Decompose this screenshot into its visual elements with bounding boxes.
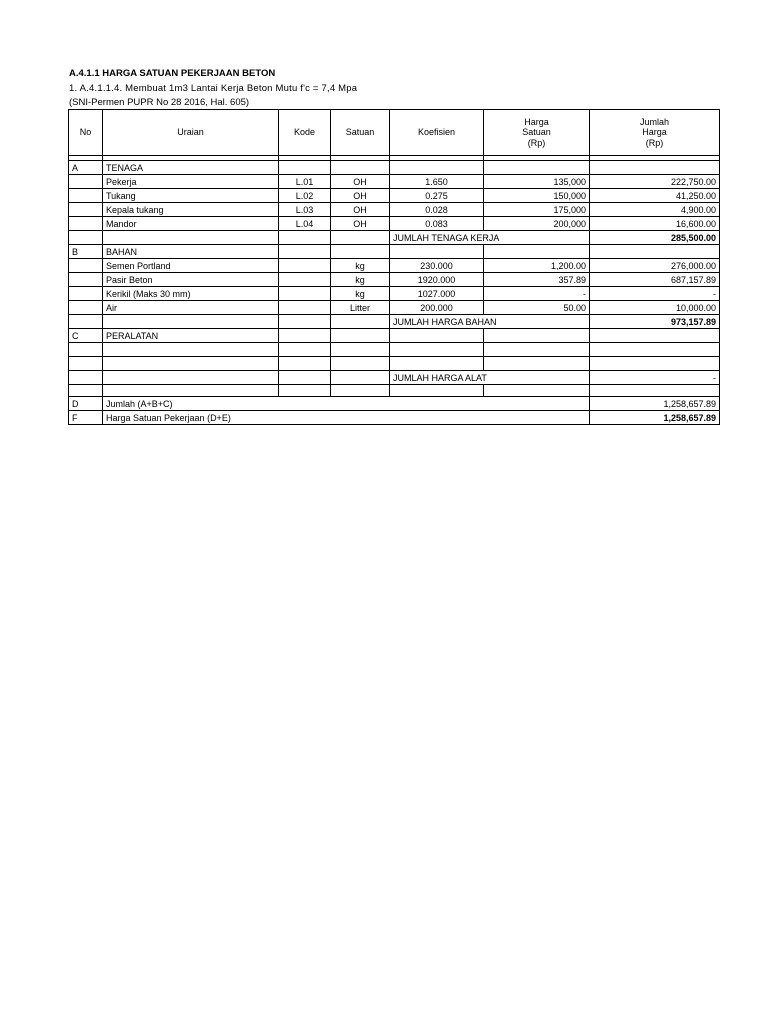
item-subtitle: 1. A.4.1.1.4. Membuat 1m3 Lantai Kerja Beton Mutu f'c = 7,4 Mpa (69, 83, 358, 94)
kode-cell: L.01 (279, 175, 331, 189)
koefisien-cell: 1027.000 (390, 287, 484, 301)
kode-cell (279, 273, 331, 287)
harga-line-3: (Rp) (527, 137, 546, 148)
satuan-cell: OH (331, 175, 390, 189)
section-row-bahan (69, 245, 720, 259)
subtotal-value: 973,157.89 (590, 315, 720, 329)
satuan-cell: Litter (331, 301, 390, 315)
uraian-cell: Kerikil (Maks 30 mm) (103, 287, 279, 301)
jumlah-cell: 41,250.00 (590, 189, 720, 203)
section-row-tenaga (69, 161, 720, 175)
harga-line-2: Satuan (522, 127, 551, 138)
jumlah-cell: 4,900.00 (590, 203, 720, 217)
satuan-cell: kg (331, 273, 390, 287)
total-row-d (69, 397, 720, 411)
subtotal-row-peralatan (69, 371, 720, 385)
harga-cell: 135,000 (484, 175, 590, 189)
section-label: BAHAN (103, 245, 279, 259)
table-row (69, 217, 720, 231)
table-header-row (69, 110, 720, 156)
uraian-cell: Pasir Beton (103, 273, 279, 287)
col-header-koefisien: Koefisien (390, 110, 484, 156)
empty-row (69, 357, 720, 371)
kode-cell: L.04 (279, 217, 331, 231)
section-row-peralatan (69, 329, 720, 343)
empty-row (69, 385, 720, 397)
table-row (69, 189, 720, 203)
koefisien-cell: 1920.000 (390, 273, 484, 287)
harga-cell: 150,000 (484, 189, 590, 203)
uraian-cell: Tukang (103, 189, 279, 203)
satuan-cell: OH (331, 217, 390, 231)
price-analysis-table (68, 109, 720, 425)
harga-cell: 1,200.00 (484, 259, 590, 273)
total-label: Harga Satuan Pekerjaan (D+E) (103, 411, 590, 425)
uraian-cell: Semen Portland (103, 259, 279, 273)
satuan-cell: OH (331, 203, 390, 217)
col-header-no: No (69, 110, 103, 156)
table-row (69, 273, 720, 287)
subtotal-label: JUMLAH TENAGA KERJA (390, 231, 590, 245)
satuan-cell: kg (331, 259, 390, 273)
col-header-satuan: Satuan (331, 110, 390, 156)
jumlah-cell: 687,157.89 (590, 273, 720, 287)
row-code: F (69, 411, 103, 425)
table-row (69, 175, 720, 189)
section-label: TENAGA (103, 161, 279, 175)
section-title: A.4.1.1 HARGA SATUAN PEKERJAAN BETON (69, 68, 276, 79)
jumlah-cell: 276,000.00 (590, 259, 720, 273)
jumlah-cell: 10,000.00 (590, 301, 720, 315)
subtotal-row-tenaga (69, 231, 720, 245)
kode-cell (279, 259, 331, 273)
col-header-uraian: Uraian (103, 110, 279, 156)
harga-line-1: Harga (524, 116, 549, 127)
jumlah-line-2: Harga (642, 127, 667, 138)
koefisien-cell: 0.028 (390, 203, 484, 217)
koefisien-cell: 1.650 (390, 175, 484, 189)
total-label: Jumlah (A+B+C) (103, 397, 590, 411)
jumlah-cell: 222,750.00 (590, 175, 720, 189)
row-code: D (69, 397, 103, 411)
satuan-cell: kg (331, 287, 390, 301)
section-code: C (69, 329, 103, 343)
table-row (69, 259, 720, 273)
total-row-f (69, 411, 720, 425)
col-header-harga-satuan (484, 110, 590, 156)
harga-cell: 175,000 (484, 203, 590, 217)
satuan-cell: OH (331, 189, 390, 203)
uraian-cell: Mandor (103, 217, 279, 231)
subtotal-label: JUMLAH HARGA ALAT (390, 371, 590, 385)
jumlah-line-1: Jumlah (639, 116, 669, 127)
table-row (69, 287, 720, 301)
subtotal-value: 285,500.00 (590, 231, 720, 245)
col-header-kode: Kode (279, 110, 331, 156)
koefisien-cell: 0.083 (390, 217, 484, 231)
section-label: PERALATAN (103, 329, 279, 343)
kode-cell (279, 301, 331, 315)
total-value: 1,258,657.89 (590, 397, 720, 411)
jumlah-cell: 16,600.00 (590, 217, 720, 231)
subtotal-row-bahan (69, 315, 720, 329)
total-value: 1,258,657.89 (590, 411, 720, 425)
harga-cell: - (484, 287, 590, 301)
subtotal-label: JUMLAH HARGA BAHAN (390, 315, 590, 329)
col-header-jumlah-harga (590, 110, 720, 156)
reference-note: (SNI-Permen PUPR No 28 2016, Hal. 605) (69, 97, 250, 108)
table-row (69, 203, 720, 217)
uraian-cell: Kepala tukang (103, 203, 279, 217)
kode-cell (279, 287, 331, 301)
koefisien-cell: 230.000 (390, 259, 484, 273)
harga-cell: 200,000 (484, 217, 590, 231)
kode-cell: L.03 (279, 203, 331, 217)
kode-cell: L.02 (279, 189, 331, 203)
harga-cell: 357.89 (484, 273, 590, 287)
koefisien-cell: 200.000 (390, 301, 484, 315)
koefisien-cell: 0.275 (390, 189, 484, 203)
jumlah-line-3: (Rp) (645, 137, 664, 148)
subtotal-value: - (590, 371, 720, 385)
empty-row (69, 343, 720, 357)
jumlah-cell: - (590, 287, 720, 301)
harga-cell: 50.00 (484, 301, 590, 315)
section-code: A (69, 161, 103, 175)
uraian-cell: Pekerja (103, 175, 279, 189)
section-code: B (69, 245, 103, 259)
uraian-cell: Air (103, 301, 279, 315)
table-row (69, 301, 720, 315)
